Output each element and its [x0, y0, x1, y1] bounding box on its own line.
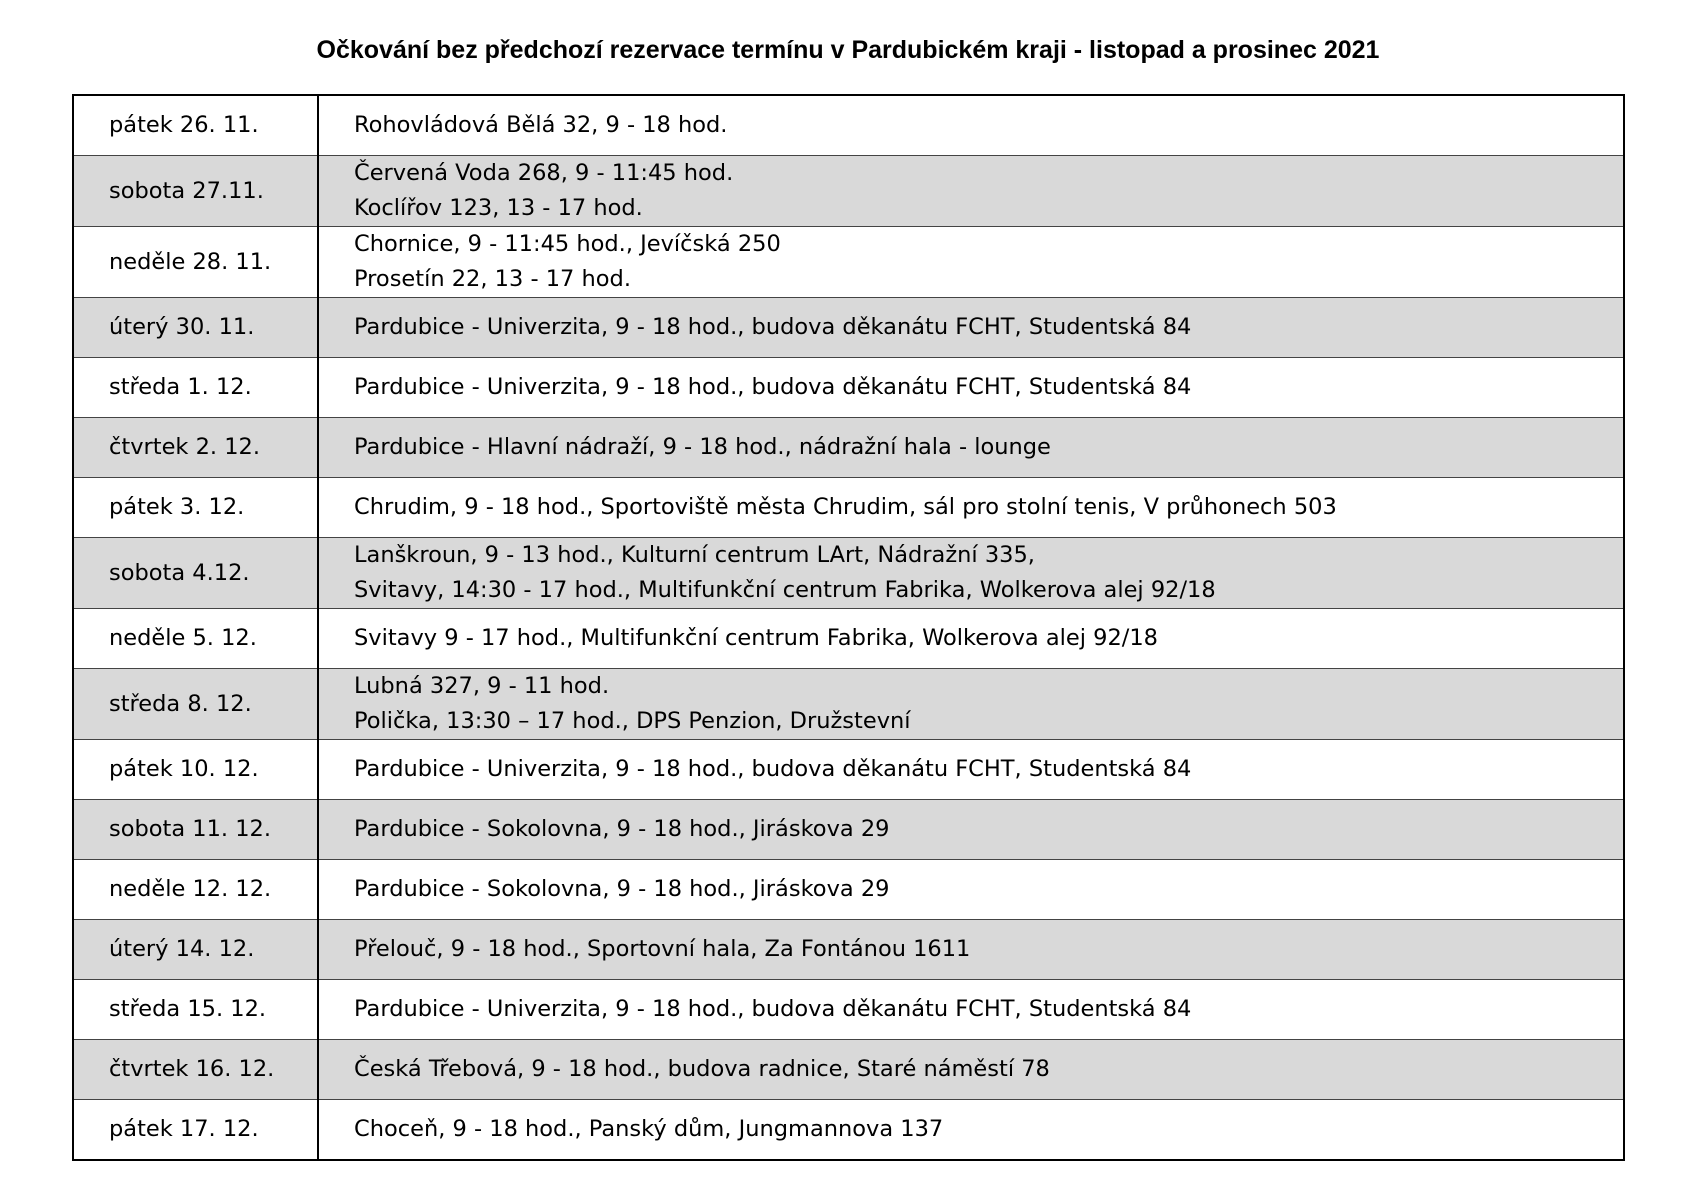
location-line: Lubná 327, 9 - 11 hod.: [354, 673, 610, 699]
schedule-date: čtvrtek 2. 12.: [73, 418, 318, 478]
schedule-location: [318, 418, 1624, 478]
location-line: Prosetín 22, 13 - 17 hod.: [354, 266, 631, 292]
schedule-date: pátek 26. 11.: [73, 95, 318, 156]
schedule-location: [318, 860, 1624, 920]
table-row: [73, 669, 1624, 740]
location-line: Pardubice - Sokolovna, 9 - 18 hod., Jiráskova 29: [354, 876, 890, 902]
schedule-location: [318, 920, 1624, 980]
schedule-date: středa 15. 12.: [73, 980, 318, 1040]
location-line: Rohovládová Bělá 32, 9 - 18 hod.: [354, 112, 728, 138]
location-line: Chornice, 9 - 11:45 hod., Jevíčská 250: [354, 231, 781, 257]
location-line: Koclířov 123, 13 - 17 hod.: [354, 195, 643, 221]
schedule-location: [318, 298, 1624, 358]
schedule-location: [318, 538, 1624, 609]
table-row: [73, 358, 1624, 418]
schedule-location: [318, 1100, 1624, 1161]
location-line: Přelouč, 9 - 18 hod., Sportovní hala, Za Fontánou 1611: [354, 936, 971, 962]
schedule-date: pátek 10. 12.: [73, 740, 318, 800]
schedule-date: úterý 14. 12.: [73, 920, 318, 980]
location-line: Pardubice - Univerzita, 9 - 18 hod., budova děkanátu FCHT, Studentská 84: [354, 314, 1192, 340]
schedule-location: [318, 669, 1624, 740]
schedule-location: [318, 358, 1624, 418]
table-row: [73, 538, 1624, 609]
location-line: Pardubice - Univerzita, 9 - 18 hod., budova děkanátu FCHT, Studentská 84: [354, 756, 1192, 782]
table-row: [73, 800, 1624, 860]
table-row: [73, 860, 1624, 920]
location-line: Svitavy 9 - 17 hod., Multifunkční centrum Fabrika, Wolkerova alej 92/18: [354, 625, 1159, 651]
schedule-location: [318, 609, 1624, 669]
schedule-date: neděle 28. 11.: [73, 227, 318, 298]
schedule-date: čtvrtek 16. 12.: [73, 1040, 318, 1100]
location-line: Pardubice - Univerzita, 9 - 18 hod., budova děkanátu FCHT, Studentská 84: [354, 996, 1192, 1022]
table-row: [73, 740, 1624, 800]
table-row: [73, 1040, 1624, 1100]
location-line: Choceň, 9 - 18 hod., Panský dům, Jungmannova 137: [354, 1116, 944, 1142]
table-row: [73, 1100, 1624, 1161]
schedule-location: [318, 980, 1624, 1040]
location-line: Svitavy, 14:30 - 17 hod., Multifunkční centrum Fabrika, Wolkerova alej 92/18: [354, 577, 1216, 603]
schedule-date: pátek 3. 12.: [73, 478, 318, 538]
schedule-location: [318, 800, 1624, 860]
schedule-date: sobota 4.12.: [73, 538, 318, 609]
schedule-date: sobota 27.11.: [73, 156, 318, 227]
table-row: [73, 920, 1624, 980]
document-title: Očkování bez předchozí rezervace termínu v Pardubickém kraji - listopad a prosinec 2021: [316, 36, 1380, 64]
schedule-location: [318, 1040, 1624, 1100]
schedule-date: pátek 17. 12.: [73, 1100, 318, 1161]
table-row: [73, 478, 1624, 538]
table-row: [73, 95, 1624, 156]
schedule-location: [318, 478, 1624, 538]
schedule-location: [318, 156, 1624, 227]
vaccination-schedule-table: [72, 94, 1625, 1161]
location-line: Pardubice - Sokolovna, 9 - 18 hod., Jiráskova 29: [354, 816, 890, 842]
table-row: [73, 227, 1624, 298]
table-row: [73, 418, 1624, 478]
location-line: Polička, 13:30 – 17 hod., DPS Penzion, Družstevní: [354, 708, 911, 734]
schedule-location: [318, 227, 1624, 298]
schedule-date: středa 8. 12.: [73, 669, 318, 740]
schedule-body: [73, 95, 1624, 1160]
location-line: Červená Voda 268, 9 - 11:45 hod.: [354, 160, 734, 186]
location-line: Lanškroun, 9 - 13 hod., Kulturní centrum LArt, Nádražní 335,: [354, 542, 1035, 568]
schedule-location: [318, 95, 1624, 156]
schedule-location: [318, 740, 1624, 800]
table-row: [73, 980, 1624, 1040]
location-line: Pardubice - Univerzita, 9 - 18 hod., budova děkanátu FCHT, Studentská 84: [354, 374, 1192, 400]
schedule-date: sobota 11. 12.: [73, 800, 318, 860]
schedule-date: neděle 12. 12.: [73, 860, 318, 920]
location-line: Chrudim, 9 - 18 hod., Sportoviště města Chrudim, sál pro stolní tenis, V průhonech 503: [354, 494, 1337, 520]
schedule-date: úterý 30. 11.: [73, 298, 318, 358]
table-row: [73, 156, 1624, 227]
location-line: Česká Třebová, 9 - 18 hod., budova radnice, Staré náměstí 78: [354, 1056, 1050, 1082]
table-row: [73, 298, 1624, 358]
table-row: [73, 609, 1624, 669]
location-line: Pardubice - Hlavní nádraží, 9 - 18 hod., nádražní hala - lounge: [354, 434, 1051, 460]
schedule-date: středa 1. 12.: [73, 358, 318, 418]
schedule-date: neděle 5. 12.: [73, 609, 318, 669]
